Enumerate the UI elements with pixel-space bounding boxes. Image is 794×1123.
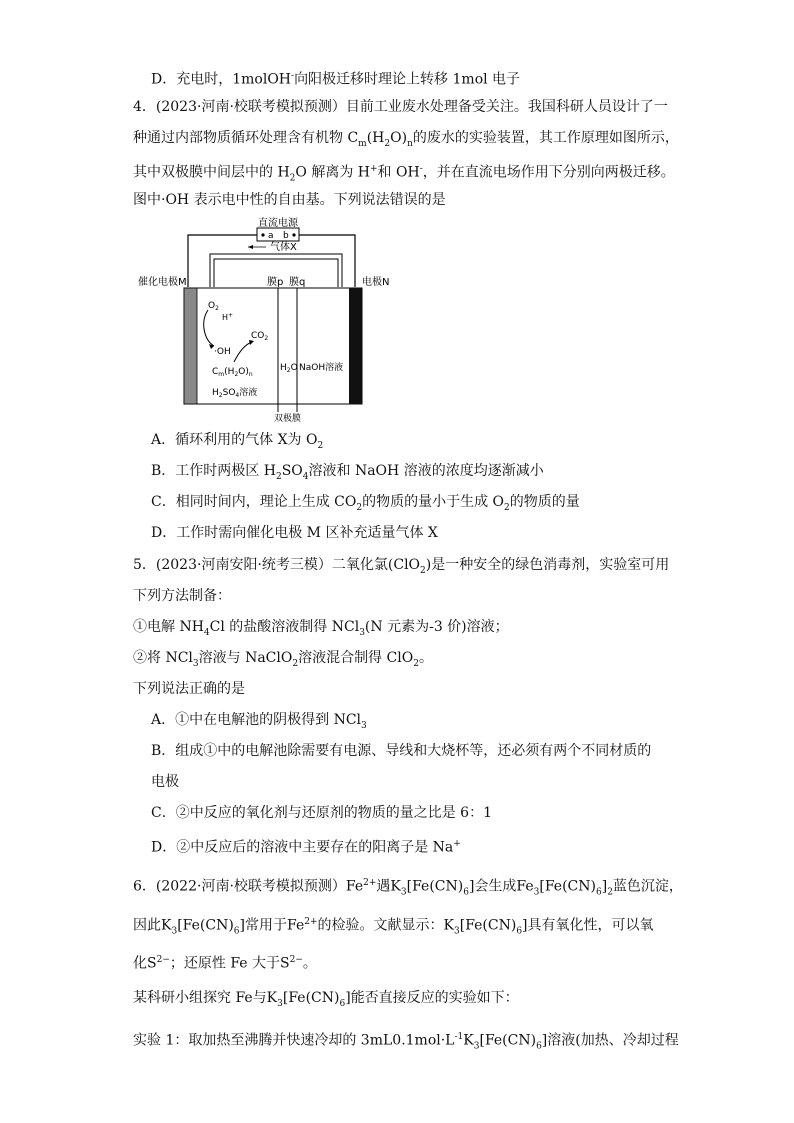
organic-label: $C_m(H_2O)_n$ bbox=[212, 367, 253, 378]
q6-stem-line5: 实验 1：取加热至沸腾并快速冷却的 $3mL0.1mol\cdot L^{-1}K_3[Fe(CN)_6]$溶液(加热、冷却过程 bbox=[133, 1032, 679, 1052]
oh-radical-label: ·OH bbox=[214, 347, 231, 357]
subscript: 3 bbox=[359, 627, 365, 638]
q4-option-c bbox=[151, 492, 580, 518]
text: 。 bbox=[418, 650, 433, 666]
option-text: 组成①中的电解池除需要有电源、导线和大烧杯等，还必须有两个不同材质的 bbox=[175, 743, 652, 759]
subscript: 4 bbox=[302, 471, 309, 482]
subscript: 2 bbox=[292, 658, 299, 669]
electrode-n bbox=[349, 288, 362, 404]
text: 蓝色沉淀， bbox=[612, 878, 683, 895]
text: Fe(CN) bbox=[412, 878, 464, 895]
q4-stem-line2 bbox=[133, 128, 679, 154]
text: 溶液与 NaClO bbox=[198, 650, 293, 666]
co2-label: $CO_2$ bbox=[251, 331, 269, 342]
option-text: ②中反应后的溶液中主要存在的阳离子是 Na bbox=[176, 839, 454, 856]
subscript: 2 bbox=[413, 658, 419, 669]
q4-option-b bbox=[151, 461, 544, 487]
q5-option-c bbox=[151, 803, 492, 823]
power-source-label: 直流电源 bbox=[258, 218, 298, 229]
text: 的检验。文献显示：K bbox=[317, 917, 454, 934]
text: 常用于Fe bbox=[245, 917, 305, 934]
option-letter: A． bbox=[151, 712, 176, 728]
q6-stem-line1: 6．(2022·河南·校联考模拟预测）$Fe^{2+}$遇$K_3[Fe(CN)_6]$会生成$Fe_3[Fe(CN)_6]_2$蓝色沉淀， bbox=[133, 878, 683, 898]
text: ②将 NCl bbox=[133, 650, 193, 666]
text: 化S bbox=[133, 955, 157, 972]
subscript: 6 bbox=[339, 998, 346, 1009]
subscript: 2 bbox=[504, 502, 510, 513]
subscript: 6 bbox=[536, 1041, 542, 1052]
subscript: 2 bbox=[356, 502, 363, 513]
option-text: 的物质的量 bbox=[509, 494, 580, 510]
superscript: 2− bbox=[289, 955, 303, 965]
q6-stem-line3 bbox=[133, 950, 317, 974]
h2o-label: $H_2O$ bbox=[280, 363, 298, 374]
electrolysis-diagram bbox=[130, 212, 392, 424]
text: Fe(CN) bbox=[544, 878, 596, 895]
subscript: 2 bbox=[317, 440, 324, 451]
text: 的废水的实验装置，其工作原理如图所示， bbox=[412, 130, 679, 146]
q5-option-d bbox=[151, 834, 461, 858]
text: ①电解 NH bbox=[133, 619, 204, 635]
option-letter: B． bbox=[151, 463, 176, 479]
membrane-q-label: 膜q bbox=[289, 277, 306, 288]
catalytic-electrode-m bbox=[184, 288, 197, 404]
subscript: 3 bbox=[361, 720, 367, 731]
subscript: 2 bbox=[275, 471, 282, 482]
q5-option-a bbox=[151, 710, 367, 736]
option-letter: B． bbox=[151, 743, 176, 759]
subscript: 6 bbox=[516, 926, 523, 937]
subscript: m bbox=[358, 138, 367, 149]
option-letter: C． bbox=[151, 805, 176, 821]
electrode-m-label: 催化电极M bbox=[138, 277, 187, 288]
q6-stem-line2: 因此$K_3[Fe(CN)_6]$常用于$Fe^{2+}$的检验。文献显示：$K_3[Fe(CN)_6]$具有氧化性，可以氧 bbox=[133, 917, 654, 937]
text: 5．(2023·河南安阳·统考三模）二氧化氯(ClO bbox=[133, 557, 421, 573]
wire-left bbox=[188, 235, 257, 287]
hplus-label: H+ bbox=[222, 312, 234, 322]
subscript: 3 bbox=[192, 658, 199, 669]
terminal-b-label: b bbox=[283, 231, 289, 241]
text: 和 OH bbox=[377, 164, 420, 181]
superscript: 2− bbox=[156, 955, 170, 965]
subscript: 3 bbox=[453, 926, 460, 937]
subscript: 6 bbox=[463, 887, 469, 898]
text: 6．(2022·河南·校联考模拟预测）Fe bbox=[133, 878, 364, 895]
subscript: 3 bbox=[473, 1041, 480, 1052]
text: Fe(CN) bbox=[182, 917, 234, 934]
terminal-a-dot bbox=[261, 233, 264, 236]
subscript: 3 bbox=[171, 926, 178, 937]
text: (H bbox=[366, 130, 385, 146]
membrane-p-label: 膜p bbox=[267, 277, 284, 288]
option-text: 相同时间内，理论上生成 CO bbox=[175, 494, 357, 510]
q5-stem-line2: 下列方法制备： bbox=[133, 588, 231, 604]
option-text: 工作时需向催化电极 M 区补充适量气体 X bbox=[176, 525, 438, 541]
superscript: 2+ bbox=[304, 917, 318, 927]
text: (N 元素为-3 价)溶液； bbox=[364, 619, 509, 635]
q3-option-d: D．充电时，1molOH-向阳极迁移时理论上转移 1mol 电子 bbox=[151, 71, 521, 88]
superscript: - bbox=[419, 164, 423, 174]
text: Fe(CN) bbox=[288, 990, 340, 1006]
naoh-label: NaOH溶液 bbox=[299, 363, 344, 373]
text: 某科研小组探究 Fe与K bbox=[133, 990, 278, 1006]
terminal-a-label: a bbox=[268, 231, 274, 241]
text: Fe(CN) bbox=[465, 917, 517, 934]
text: Cl 的盐酸溶液制得 NCl bbox=[209, 619, 360, 635]
superscript: -1 bbox=[454, 1032, 464, 1042]
text: Fe(CN) bbox=[484, 1032, 537, 1049]
subscript: 3 bbox=[277, 998, 283, 1009]
option-letter: A． bbox=[151, 432, 176, 448]
text: 溶液(加热、冷却过程 bbox=[547, 1032, 679, 1049]
option-text: 的物质的量小于生成 O bbox=[362, 494, 505, 510]
option-letter: D． bbox=[151, 71, 177, 88]
subscript: n bbox=[407, 138, 413, 149]
superscript: + bbox=[370, 164, 378, 174]
text: 其中双极膜中间层中的 H bbox=[133, 164, 290, 181]
text: ，并在直流电场作用下分别向两极迁移。 bbox=[422, 164, 675, 181]
q5-option-b bbox=[151, 741, 651, 761]
text: )是一种安全的绿色消毒剂，实验室可用 bbox=[425, 557, 670, 573]
gas-x-label: 气体X bbox=[270, 242, 297, 253]
option-text: ①中在电解池的阴极得到 NCl bbox=[175, 712, 362, 728]
subscript: 2 bbox=[384, 138, 391, 149]
subscript: 2 bbox=[607, 887, 613, 898]
q5-stem-line1 bbox=[133, 555, 669, 581]
option-text: 工作时两极区 H bbox=[175, 463, 276, 479]
text: ；还原性 Fe 大于S bbox=[169, 955, 290, 972]
option-letter: D． bbox=[151, 839, 177, 856]
electrode-n-label: 电极N bbox=[362, 277, 390, 288]
option-text: SO bbox=[281, 463, 303, 479]
text: 能否直接反应的实验如下： bbox=[350, 990, 519, 1006]
q5-option-b-cont: 电极 bbox=[151, 774, 179, 790]
subscript: 6 bbox=[233, 926, 240, 937]
subscript: 4 bbox=[203, 627, 210, 638]
h2so4-label: $H_2SO_4$溶液 bbox=[212, 388, 258, 399]
superscript: + bbox=[453, 839, 461, 849]
q5-step-1 bbox=[133, 617, 509, 643]
bipolar-membrane-label: 双极膜 bbox=[274, 414, 302, 424]
superscript: 2+ bbox=[363, 878, 377, 888]
option-text: 循环利用的气体 X为 O bbox=[175, 432, 318, 448]
q4-stem-line4: 图中·OH 表示电中性的自由基。下列说法错误的是 bbox=[133, 192, 446, 208]
gas-arrow-head bbox=[248, 245, 253, 249]
text: 实验 1：取加热至沸腾并快速冷却的 3mL0.1mol·L bbox=[133, 1032, 455, 1049]
wire-right bbox=[299, 235, 355, 287]
text: 。 bbox=[302, 955, 317, 972]
option-text: 溶液和 NaOH 溶液的浓度均逐渐减小 bbox=[308, 463, 544, 479]
option-letter: C． bbox=[151, 494, 176, 510]
subscript: 3 bbox=[400, 887, 407, 898]
q4-stem-line1: 4．(2023·河南·校联考模拟预测）目前工业废水处理备受关注。我国科研人员设计了一 bbox=[133, 99, 668, 115]
option-letter: D． bbox=[151, 525, 177, 541]
q4-option-d bbox=[151, 523, 438, 543]
q5-stem-line5: 下列说法正确的是 bbox=[133, 681, 245, 697]
text: 溶液混合制得 ClO bbox=[298, 650, 414, 666]
q4-option-a bbox=[151, 430, 323, 456]
q5-step-2 bbox=[133, 648, 433, 674]
text: K bbox=[463, 1032, 474, 1049]
subscript: 3 bbox=[533, 887, 540, 898]
subscript: 2 bbox=[420, 565, 426, 576]
text: O 解离为 H bbox=[295, 164, 370, 181]
text: 因此K bbox=[133, 917, 172, 934]
o2-label: $O_2$ bbox=[208, 301, 219, 312]
text: 遇K bbox=[376, 878, 401, 895]
terminal-b-dot bbox=[292, 233, 295, 236]
text: 会生成Fe bbox=[474, 878, 534, 895]
option-text: 向阳极迁移时理论上转移 1mol 电子 bbox=[294, 71, 521, 88]
subscript: 6 bbox=[595, 887, 602, 898]
text: O) bbox=[390, 130, 408, 146]
q6-stem-line4: 某科研小组探究 Fe与$K_3[Fe(CN)_6]$能否直接反应的实验如下： bbox=[133, 990, 519, 1009]
option-text: ②中反应的氧化剂与还原剂的物质的量之比是 6：1 bbox=[175, 805, 492, 821]
option-text: 充电时，1molOH bbox=[176, 71, 292, 88]
subscript: 2 bbox=[289, 173, 296, 184]
text: 具有氧化性，可以氧 bbox=[527, 917, 654, 934]
q4-stem-line3 bbox=[133, 159, 675, 188]
text: 种通过内部物质循环处理含有机物 C bbox=[133, 130, 359, 146]
